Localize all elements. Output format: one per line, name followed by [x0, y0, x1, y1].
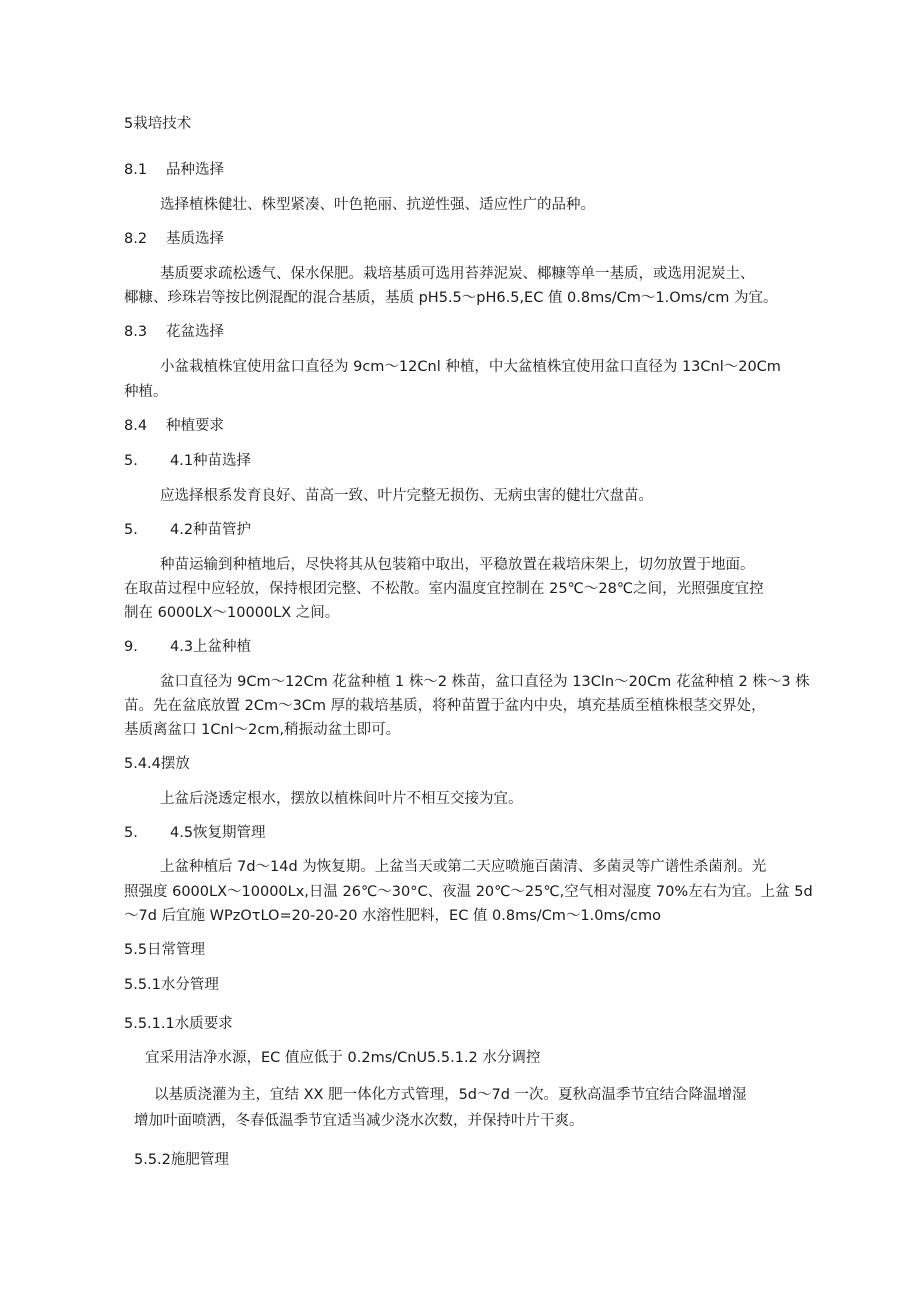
heading-number: 8.1 — [124, 162, 148, 178]
paragraph-line: 椰糠、珍珠岩等按比例混配的混合基质，基质 pH5.5～pH6.5,EC 值 0.8ms∕Cm～1.Oms/cm 为宜。 — [124, 290, 778, 306]
heading-5-4-2 — [124, 520, 251, 540]
heading-text: 4.2种苗管护 — [170, 522, 252, 538]
paragraph-line: 应选择根系发育良好、苗高一致、叶片完整无损伤、无病虫害的健壮穴盘苗。 — [160, 488, 653, 504]
paragraph-line: 基质要求疏松透气、保水保肥。栽培基质可选用苔莽泥炭、椰糠等单一基质，或选用泥炭土、 — [160, 266, 755, 282]
paragraph-line: 制在 6000LX～10000LX 之间。 — [124, 605, 340, 621]
heading-5-5: 5.5日常管理 — [124, 942, 206, 958]
section-title: 5栽培技术 — [124, 116, 192, 132]
heading-number: 9. — [124, 639, 138, 655]
paragraph-line: 苗。先在盆底放置 2Cm～3Cm 厚的栽培基质，将种苗置于盆内中央，填充基质至植株根茎交界处， — [124, 698, 766, 714]
paragraph-line: 增加叶面喷洒，冬春低温季节宜适当减少浇水次数，并保持叶片干爽。 — [134, 1113, 584, 1129]
heading-5-5-1-1: 5.5.1.1水质要求 — [124, 1016, 233, 1032]
heading-number: 5. — [124, 453, 138, 469]
heading-text: 4.5恢复期管理 — [170, 825, 266, 841]
heading-5-5-1: 5.5.1水分管理 — [124, 977, 219, 993]
heading-8-3 — [124, 322, 224, 342]
heading-8-1 — [124, 160, 224, 180]
heading-text: 品种选择 — [166, 162, 224, 178]
paragraph-line: 在取苗过程中应轻放，保持根团完整、不松散。室内温度宜控制在 25℃～28℃之间，光照强度宜控 — [124, 581, 764, 597]
paragraph-line: 宜采用洁净水源，EC 值应低于 0.2ms∕CnU5.5.1.2 水分调控 — [145, 1050, 541, 1066]
paragraph-line: 选择植株健壮、株型紧凑、叶色艳丽、抗逆性强、适应性广的品种。 — [160, 197, 595, 213]
heading-number: 5. — [124, 522, 138, 538]
heading-5-4-1 — [124, 451, 251, 471]
heading-5-4-3 — [124, 637, 251, 657]
paragraph-line: ～7d 后宜施 WPzOτLO=20-20-20 水溶性肥料，EC 值 0.8ms∕Cm～1.0ms/cmo — [124, 908, 662, 924]
paragraph-line: 盆口直径为 9Cm～12Cm 花盆种植 1 株～2 株苗，盆口直径为 13Cln～20Cm 花盆种植 2 株～3 株 — [160, 674, 810, 690]
paragraph-line: 基质离盆口 1Cnl～2cm,稍振动盆土即可。 — [124, 722, 401, 738]
paragraph-line: 种植。 — [124, 384, 168, 400]
heading-number: 8.4 — [124, 418, 148, 434]
heading-8-2 — [124, 229, 224, 249]
heading-number: 8.2 — [124, 231, 148, 247]
heading-number: 8.3 — [124, 324, 148, 340]
heading-text: 花盆选择 — [166, 324, 224, 340]
heading-8-4 — [124, 416, 224, 436]
heading-5-5-2: 5.5.2施肥管理 — [134, 1152, 229, 1168]
heading-text: 4.3上盆种植 — [170, 639, 252, 655]
heading-text: 种植要求 — [166, 418, 224, 434]
heading-5-4-4: 5.4.4摆放 — [124, 756, 190, 772]
heading-number: 5. — [124, 825, 138, 841]
paragraph-line: 以基质浇灌为主，宜结 XX 肥一体化方式管理，5d～7d 一次。夏秋高温季节宜结合降温增湿 — [154, 1087, 747, 1103]
paragraph-line: 上盆种植后 7d～14d 为恢复期。上盆当天或第二天应喷施百菌清、多菌灵等广谱性杀菌剂。光 — [160, 859, 767, 875]
paragraph-line: 上盆后浇透定根水，摆放以植株间叶片不相互交接为宜。 — [160, 791, 523, 807]
paragraph-line: 照强度 6000LX～10000Lx,日温 26℃～30°C、夜温 20℃～25℃,空气相对湿度 70%左右为宜。上盆 5d — [124, 884, 813, 900]
heading-5-4-5 — [124, 823, 266, 843]
paragraph-line: 种苗运输到种植地后，尽快将其从包装箱中取出，平稳放置在栽培床架上，切勿放置于地面。 — [160, 557, 755, 573]
heading-text: 4.1种苗选择 — [170, 453, 252, 469]
paragraph-line: 小盆栽植株宜使用盆口直径为 9cm～12Cnl 种植，中大盆植株宜使用盆口直径为 13Cnl～20Cm — [160, 359, 781, 375]
heading-text: 基质选择 — [166, 231, 224, 247]
